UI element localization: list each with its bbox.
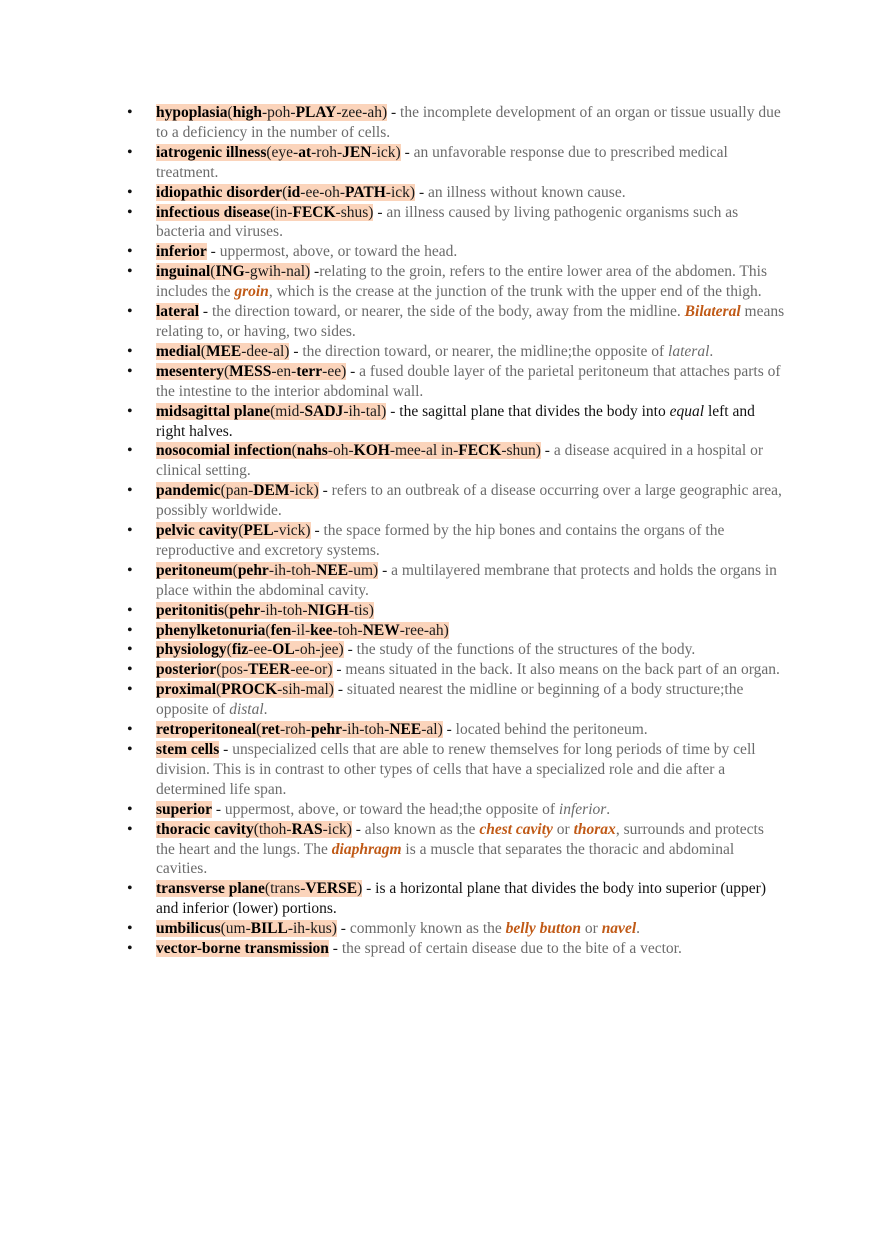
term-pronunciation: ( [291, 442, 297, 460]
term-bold: NEE [389, 721, 422, 739]
term-bold: NEW [362, 621, 400, 639]
term-pronunciation: (eye- [266, 143, 299, 161]
definition-text: is a muscle that separates the thoracic and abdominal cavities. [156, 840, 735, 878]
separator: - [378, 561, 392, 579]
term-pronunciation: -mee-al in- [389, 442, 459, 460]
term-bold: midsagittal plane [156, 402, 271, 420]
term-pronunciation: -ih-tal) [343, 402, 387, 420]
term-bold: pehr [229, 601, 261, 619]
separator: - [386, 402, 400, 420]
term-highlight [156, 661, 333, 678]
term-bold: MESS [229, 362, 272, 380]
definition-text: relating to the groin, refers to the entire lower area of the abdomen. This includes the [156, 263, 767, 301]
glossary-item-infectious-disease [126, 203, 786, 243]
glossary-item-lateral [126, 302, 786, 342]
separator: - [373, 203, 387, 221]
definition-text: a fused double layer of the parietal peritoneum that attaches parts of the intestine to the interior abdominal wall. [156, 362, 781, 400]
separator: - [415, 183, 428, 201]
term-bold: PROCK [221, 681, 278, 699]
term-bold: pehr [310, 721, 342, 739]
glossary-item-stem-cells [126, 740, 786, 800]
term-bold: transverse plane [156, 880, 265, 898]
term-bold: iatrogenic illness [156, 143, 267, 161]
term-bold: ING [215, 263, 245, 281]
term-highlight [156, 482, 319, 499]
definition-text: unspecialized cells that are able to renew themselves for long periods of time by cell division. This is in contrast to other types of cells that have a specialized role and die after a determined life span. [156, 741, 756, 798]
definition-text: or [552, 820, 574, 838]
term-pronunciation: ( [216, 681, 222, 699]
term-pronunciation: (trans- [264, 880, 306, 898]
glossary-item-peritoneum [126, 561, 786, 601]
term-pronunciation: (mid- [270, 402, 305, 420]
definition-text: the space formed by the hip bones and contains the organs of the reproductive and excretory systems. [156, 522, 725, 559]
glossary-item-umbilicus [126, 919, 786, 939]
term-bold: pelvic cavity [156, 522, 239, 540]
glossary-item-pelvic-cavity [126, 521, 786, 561]
glossary-item-posterior [126, 660, 786, 680]
term-pronunciation: -dee-al) [241, 342, 290, 360]
separator: - [328, 940, 342, 958]
term-pronunciation: ( [224, 362, 230, 380]
term-highlight [156, 741, 219, 758]
term-bold: retroperitoneal [156, 721, 257, 739]
term-highlight [156, 303, 199, 320]
glossary-item-mesentery [126, 362, 786, 402]
term-highlight [156, 442, 541, 459]
term-bold: inguinal [156, 263, 211, 281]
definition-text: , which is the crease at the junction of the trunk with the upper end of the thigh. [268, 283, 762, 301]
separator: - [219, 741, 233, 758]
term-bold: NIGH [307, 601, 349, 619]
glossary-item-transverse-plane [126, 879, 786, 919]
term-pronunciation: -zee-ah) [336, 104, 388, 121]
term-bold: MEE [205, 342, 242, 360]
term-pronunciation: -oh-jee) [294, 641, 344, 659]
glossary-item-vector-borne-transmission [126, 939, 786, 959]
term-bold: stem cells [156, 741, 220, 758]
definition-text: uppermost, above, or toward the head. [219, 243, 458, 261]
term-pronunciation: (pan- [220, 482, 254, 500]
definition-text: also known as the [364, 820, 480, 838]
term-pronunciation: ( [227, 104, 233, 121]
term-bold: JEN [342, 143, 372, 161]
separator: - [343, 641, 357, 659]
term-bold: lateral [156, 303, 200, 321]
emphasis-term: chest cavity [479, 820, 553, 838]
term-bold: VERSE [305, 880, 358, 898]
term-highlight [156, 681, 334, 698]
term-bold: vector-borne transmission [156, 940, 329, 958]
term-bold: FECK [292, 203, 336, 221]
term-pronunciation: (in- [270, 203, 293, 221]
glossary-item-hypoplasia [126, 103, 786, 143]
term-pronunciation: ( [265, 621, 271, 639]
definition-text: the study of the functions of the structures of the body. [356, 641, 696, 659]
term-bold: nahs [296, 442, 328, 460]
term-highlight [156, 721, 443, 738]
separator: - [211, 800, 225, 818]
term-bold: high [232, 104, 262, 121]
term-highlight [156, 204, 373, 221]
term-bold: FECK [458, 442, 502, 460]
term-bold: at [298, 143, 312, 161]
term-bold: RAS [291, 820, 323, 838]
term-pronunciation: -shus) [335, 203, 374, 221]
term-highlight [156, 940, 329, 957]
term-bold: nosocomial infection [156, 442, 292, 460]
term-pronunciation: ( [210, 263, 216, 281]
definition-text: a multilayered membrane that protects and holds the organs in place within the abdominal cavity. [156, 561, 777, 599]
term-highlight [156, 880, 362, 897]
term-pronunciation: -ick) [322, 820, 352, 838]
separator: - [289, 342, 303, 360]
term-pronunciation: -ick) [385, 183, 416, 201]
term-bold: thoracic cavity [156, 820, 254, 838]
term-pronunciation: -al) [421, 721, 443, 739]
emphasis-term: diaphragm [331, 840, 402, 858]
definition-text: . [263, 701, 268, 719]
glossary-item-inferior [126, 242, 786, 262]
definition-text: situated nearest the midline or beginning of a body structure;the opposite of [156, 681, 744, 719]
term-bold: PATH [345, 183, 386, 201]
term-pronunciation: -ick) [371, 143, 401, 161]
definition-text: . [709, 342, 714, 360]
term-bold: PLAY [295, 104, 337, 121]
term-pronunciation: -ick) [289, 482, 319, 500]
term-pronunciation: ( [226, 641, 232, 659]
term-pronunciation: -gwih-nal) [244, 263, 311, 281]
definition-text: an illness caused by living pathogenic organisms such as bacteria and viruses. [156, 203, 739, 241]
separator: - [362, 880, 376, 898]
term-bold: SADJ [304, 402, 344, 420]
glossary-item-retroperitoneal [126, 720, 786, 740]
term-bold: phenylketonuria [156, 621, 266, 639]
emphasis-term: groin [234, 283, 269, 301]
definition-text: refers to an outbreak of a disease occurring over a large geographic area, possibly worldwide. [156, 482, 782, 520]
term-pronunciation: -ih-toh- [268, 561, 317, 579]
term-pronunciation: (um- [220, 920, 251, 938]
term-pronunciation: -vick) [273, 522, 311, 540]
term-pronunciation: -sih-mal) [277, 681, 334, 699]
separator: - [332, 661, 346, 679]
separator: - [310, 522, 324, 540]
term-pronunciation: ( [256, 721, 262, 739]
definition-text: left and right halves. [156, 402, 755, 440]
term-highlight [156, 562, 378, 579]
glossary-item-idiopathic-disorder [126, 183, 786, 203]
term-bold: pehr [237, 561, 269, 579]
term-highlight [156, 403, 386, 420]
term-highlight [156, 343, 289, 360]
definition-text: an illness without known cause. [427, 183, 626, 201]
glossary-item-phenylketonuria [126, 621, 786, 641]
term-pronunciation: ) [357, 880, 363, 898]
term-bold: peritonitis [156, 601, 225, 619]
term-pronunciation: -ee-or) [290, 661, 333, 679]
term-highlight [156, 104, 387, 121]
separator: - [346, 362, 360, 380]
term-pronunciation: -oh- [327, 442, 354, 460]
term-pronunciation: -poh- [262, 104, 296, 121]
glossary-item-proximal [126, 680, 786, 720]
separator: - [333, 681, 347, 699]
term-pronunciation: -ih-toh- [341, 721, 390, 739]
term-pronunciation: -en- [271, 362, 297, 380]
definition-text: an unfavorable response due to prescribed medical treatment. [156, 143, 728, 181]
term-bold: kee [310, 621, 333, 639]
term-bold: PEL [243, 522, 274, 540]
term-pronunciation: ( [200, 342, 206, 360]
term-bold: superior [156, 800, 212, 818]
term-bold: inferior [156, 243, 207, 261]
term-bold: terr [296, 362, 323, 380]
glossary-item-medial [126, 342, 786, 362]
term-highlight [156, 363, 346, 380]
term-highlight [156, 522, 311, 539]
term-bold: fen [270, 621, 292, 639]
term-highlight [156, 144, 401, 161]
glossary-item-superior [126, 800, 786, 820]
term-pronunciation: -toh- [332, 621, 363, 639]
definition-text: the incomplete development of an organ or tissue usually due to a deficiency in the number of cells. [156, 104, 781, 141]
glossary-item-peritonitis [126, 601, 786, 621]
glossary-item-pandemic [126, 481, 786, 521]
term-bold: infectious disease [156, 203, 271, 221]
definition-text: a disease acquired in a hospital or clinical setting. [156, 442, 764, 480]
term-pronunciation: ( [282, 183, 288, 201]
definition-text: . [636, 920, 640, 938]
term-pronunciation: (pos- [216, 661, 249, 679]
glossary-item-iatrogenic-illness [126, 143, 786, 183]
definition-text: means situated in the back. It also means on the back part of an organ. [345, 661, 780, 679]
separator: - [442, 721, 456, 739]
separator: - [199, 303, 212, 321]
term-highlight [156, 184, 415, 201]
definition-text: uppermost, above, or toward the head;the opposite of [224, 800, 559, 818]
term-pronunciation: -ee) [322, 362, 347, 380]
term-pronunciation: -um) [348, 561, 379, 579]
definition-text: the direction toward, or nearer, the side of the body, away from the midline. [211, 303, 685, 321]
definition-text: . [606, 800, 611, 818]
glossary-list [126, 103, 786, 959]
italic-term: equal [669, 402, 705, 420]
term-bold: proximal [156, 681, 216, 699]
term-bold: KOH [353, 442, 390, 460]
term-bold: umbilicus [156, 920, 221, 938]
glossary-item-nosocomial-infection [126, 441, 786, 481]
term-bold: NEE [316, 561, 349, 579]
term-pronunciation: -roh- [311, 143, 343, 161]
italic-term: distal [229, 701, 264, 719]
term-pronunciation: ( [232, 561, 238, 579]
term-highlight [156, 641, 344, 658]
term-pronunciation: (thoh- [253, 820, 292, 838]
term-bold: TEER [248, 661, 291, 679]
term-pronunciation: -ee-oh- [300, 183, 346, 201]
term-highlight [156, 622, 449, 639]
term-bold: fiz [231, 641, 249, 659]
term-bold: peritoneum [156, 561, 233, 579]
italic-term: inferior [558, 800, 607, 818]
term-pronunciation: -ih-toh- [260, 601, 308, 619]
separator: - [387, 104, 401, 121]
term-highlight [156, 602, 374, 619]
glossary-item-thoracic-cavity [126, 820, 786, 880]
definition-text: located behind the peritoneum. [455, 721, 648, 739]
separator: - [336, 920, 350, 938]
separator: - [351, 820, 365, 838]
glossary-item-inguinal [126, 262, 786, 302]
term-pronunciation: -roh- [279, 721, 311, 739]
term-bold: hypoplasia [156, 104, 228, 121]
term-highlight [156, 263, 310, 280]
separator: - [206, 243, 220, 261]
emphasis-term: navel [601, 920, 637, 938]
separator: - [400, 143, 414, 161]
term-bold: OL [272, 641, 295, 659]
term-bold: ret [261, 721, 280, 739]
term-highlight [156, 920, 337, 937]
term-pronunciation: -ih-kus) [287, 920, 337, 938]
term-bold: BILL [250, 920, 288, 938]
term-pronunciation: -ee- [248, 641, 273, 659]
term-pronunciation: -shun) [501, 442, 541, 460]
term-bold: pandemic [156, 482, 221, 500]
term-pronunciation: -ree-ah) [399, 621, 449, 639]
definition-text: the spread of certain disease due to the bite of a vector. [341, 940, 682, 958]
glossary-item-midsagittal-plane [126, 402, 786, 442]
term-pronunciation: -tis) [348, 601, 374, 619]
term-bold: id [287, 183, 301, 201]
term-bold: idiopathic disorder [156, 183, 283, 201]
emphasis-term: thorax [573, 820, 616, 838]
term-bold: medial [156, 342, 201, 360]
definition-text: , surrounds and protects the heart and the lungs. The [156, 820, 764, 858]
italic-term: lateral [668, 342, 710, 360]
definition-text: means relating to, or having, two sides. [156, 303, 785, 340]
term-bold: DEM [253, 482, 290, 500]
term-bold: posterior [156, 661, 217, 679]
separator: - [310, 263, 320, 281]
emphasis-term: Bilateral [684, 303, 741, 321]
definition-text: or [581, 920, 602, 938]
definition-text: commonly known as the [349, 920, 506, 938]
term-highlight [156, 801, 212, 818]
term-bold: mesentery [156, 362, 224, 380]
term-highlight [156, 243, 207, 260]
definition-text: is a horizontal plane that divides the body into superior (upper) and inferior (lower) portions. [156, 880, 767, 918]
term-highlight [156, 821, 352, 838]
term-pronunciation: -il- [291, 621, 311, 639]
glossary-item-physiology [126, 640, 786, 660]
term-bold: physiology [156, 641, 227, 659]
definition-text: the direction toward, or nearer, the midline;the opposite of [302, 342, 669, 360]
separator: - [540, 442, 554, 460]
term-pronunciation: ( [224, 601, 230, 619]
definition-text: the sagittal plane that divides the body into [399, 402, 670, 420]
emphasis-term: belly button [505, 920, 582, 938]
separator: - [318, 482, 332, 500]
term-pronunciation: ( [238, 522, 244, 540]
